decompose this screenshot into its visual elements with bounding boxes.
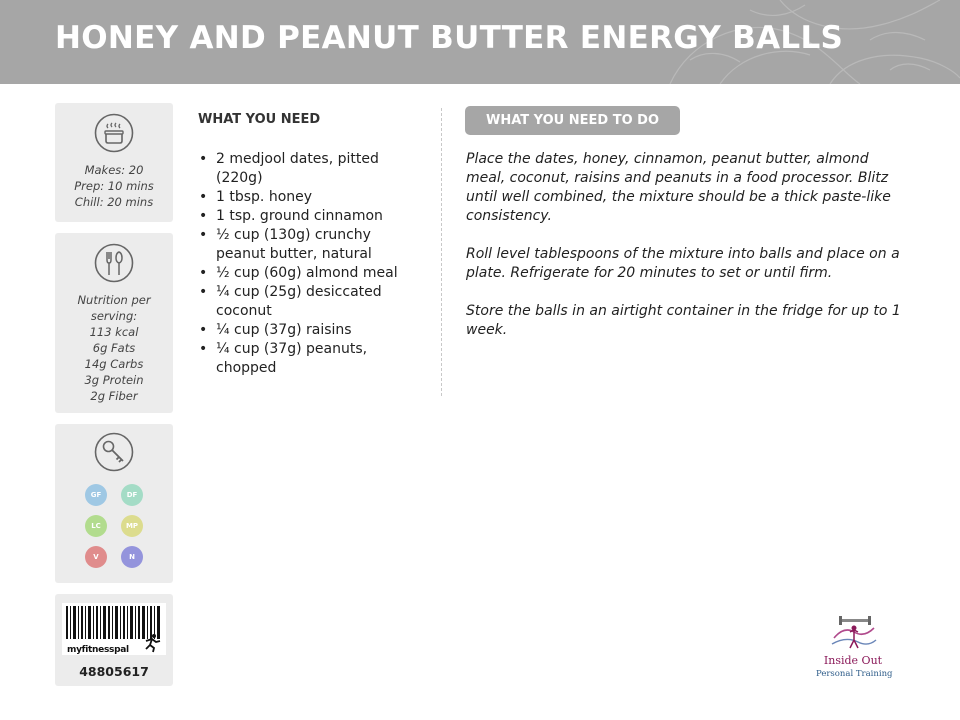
chill-time-text: Chill: 20 mins xyxy=(74,195,154,209)
method-heading: WHAT YOU NEED TO DO xyxy=(465,106,680,135)
column-divider xyxy=(441,108,442,396)
serving-info-card xyxy=(55,103,173,222)
ingredient-item: • ½ cup (130g) crunchy peanut butter, natural xyxy=(198,226,413,264)
nutrition-text xyxy=(55,292,173,404)
inside-out-logo xyxy=(816,616,896,686)
nutrition-heading-cont: serving: xyxy=(90,309,138,323)
gluten-free-badge: GF xyxy=(85,484,107,506)
ingredients-heading: WHAT YOU NEED xyxy=(198,112,321,127)
page-title: HONEY AND PEANUT BUTTER ENERGY BALLS xyxy=(55,20,844,56)
meal-prep-badge: MP xyxy=(121,515,143,537)
ingredient-item: • ½ cup (60g) almond meal xyxy=(198,264,413,283)
barcode-number: 48805617 xyxy=(79,664,149,679)
vegetarian-badge: V xyxy=(85,546,107,568)
cooking-pot-icon xyxy=(94,113,134,153)
ingredient-item: • ¼ cup (25g) desiccated coconut xyxy=(198,283,413,321)
cutlery-icon xyxy=(94,243,134,283)
ingredient-item: • 1 tbsp. honey xyxy=(198,188,413,207)
logo-tagline: Personal Training xyxy=(816,669,893,679)
diet-key-card xyxy=(55,424,173,583)
nuts-badge: N xyxy=(121,546,143,568)
calories-text: 113 kcal xyxy=(89,325,139,339)
carbs-text: 14g Carbs xyxy=(84,357,144,371)
prep-time-text: Prep: 10 mins xyxy=(74,179,154,193)
fitness-figure-logo-icon xyxy=(828,616,880,652)
title-banner xyxy=(0,0,960,84)
method-step: Place the dates, honey, cinnamon, peanut butter, almond meal, coconut, raisins and peanuts in a food processor. Blitz until well combined, the mixture should be a thick paste-like consistency. xyxy=(466,151,891,224)
runner-icon xyxy=(142,633,162,653)
myfitnesspal-barcode-card xyxy=(55,594,173,686)
ingredient-item: • ¼ cup (37g) raisins xyxy=(198,321,413,340)
logo-name: Inside Out xyxy=(823,654,883,667)
method-step: Roll level tablespoons of the mixture into balls and place on a plate. Refrigerate for 20 minutes to set or until firm. xyxy=(466,246,900,281)
method-step: Store the balls in an airtight container in the fridge for up to 1 week. xyxy=(466,303,901,338)
serving-info-text xyxy=(55,162,173,210)
protein-text: 3g Protein xyxy=(84,373,144,387)
myfitnesspal-brand: myfitnesspal xyxy=(67,645,129,655)
key-icon xyxy=(94,432,134,472)
fiber-text: 2g Fiber xyxy=(90,389,138,403)
ingredient-item: • ¼ cup (37g) peanuts, chopped xyxy=(198,340,413,378)
ingredient-item: • 2 medjool dates, pitted (220g) xyxy=(198,150,413,188)
nutrition-card xyxy=(55,233,173,413)
barcode xyxy=(62,603,166,655)
fats-text: 6g Fats xyxy=(92,341,136,355)
method-steps xyxy=(466,150,906,359)
ingredients-list xyxy=(198,150,413,378)
ingredient-item: • 1 tsp. ground cinnamon xyxy=(198,207,413,226)
dairy-free-badge: DF xyxy=(121,484,143,506)
nutrition-heading: Nutrition per xyxy=(77,293,151,307)
makes-text: Makes: 20 xyxy=(84,163,144,177)
low-carb-badge: LC xyxy=(85,515,107,537)
